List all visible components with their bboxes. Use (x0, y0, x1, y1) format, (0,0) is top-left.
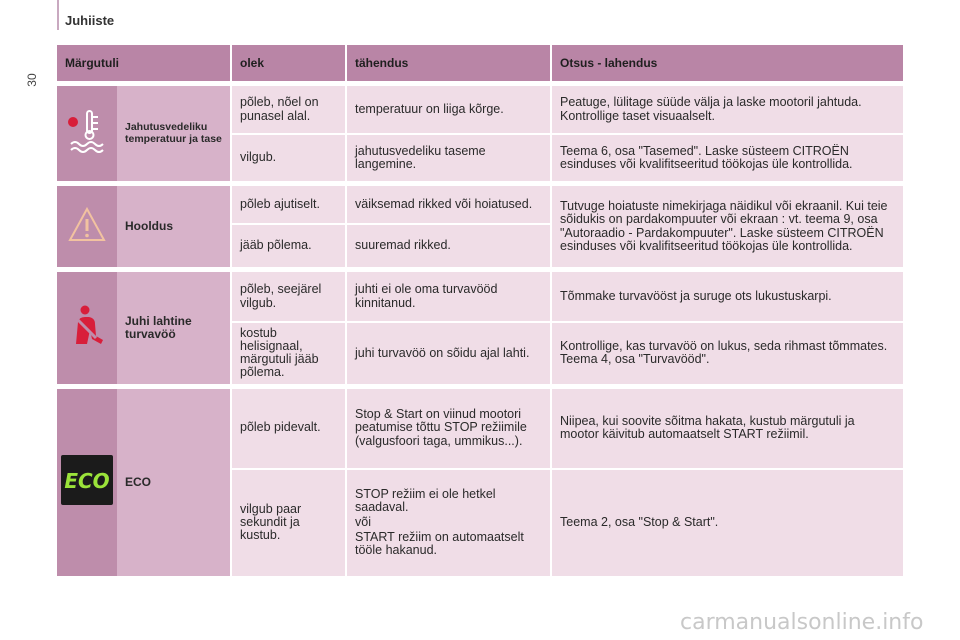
table-header-row (57, 45, 903, 81)
seatbelt-name: Juhi lahtine turvavöö (117, 267, 230, 384)
header-action: Otsus - lahendus (550, 45, 903, 81)
eco-meaning-2-line-3: START režiim on automaatselt tööle hakanud. (355, 530, 524, 558)
warning-lights-table (57, 45, 903, 576)
seatbelt-meaning-2: juhi turvavöö on sõidu ajal lahti. (345, 321, 550, 384)
eco-icon-cell (57, 384, 117, 576)
eco-name: ECO (117, 384, 230, 576)
table-row (57, 384, 903, 468)
eco-icon (61, 455, 113, 505)
warning-triangle-icon (67, 206, 107, 244)
header-marker: Märgutuli (57, 45, 230, 81)
seatbelt-icon (67, 304, 107, 348)
coolant-action-1: Peatuge, lülitage süüde välja ja laske mootoril jahtuda. Kontrollige taset visuaalselt. (550, 81, 903, 133)
header-meaning: tähendus (345, 45, 550, 81)
eco-state-1: põleb pidevalt. (230, 384, 345, 468)
coolant-state-2: vilgub. (230, 133, 345, 181)
eco-icon-graphic (61, 455, 113, 505)
service-action: Tutvuge hoiatuste nimekirjaga näidikul või ekraanil. Kui teie sõidukis on pardakompuuter või ekraan : vt. teema 9, osa "Autoraadio - Pardakompuuter". Laske süsteem CITROËN esinduses või kvalifitseeritud töökojas üle kontrollida. (550, 181, 903, 267)
service-meaning-2: suuremad rikked. (345, 223, 550, 267)
coolant-name: Jahutusvedeliku temperatuur ja tase (117, 81, 230, 181)
seatbelt-state-1: põleb, seejärel vilgub. (230, 267, 345, 321)
section-accent-bar (57, 0, 59, 30)
section-title: Juhiiste (65, 13, 115, 28)
coolant-meaning-1: temperatuur on liiga kõrge. (345, 81, 550, 133)
table-row (57, 267, 903, 321)
table-row (57, 81, 903, 133)
seatbelt-icon-cell (57, 267, 117, 384)
table-row (57, 181, 903, 223)
eco-action-1: Niipea, kui soovite sõitma hakata, kustub märgutuli ja mootor käivitub automaatselt START režiimil. (550, 384, 903, 468)
eco-icon-label: ECO (64, 469, 110, 494)
seatbelt-state-2: kostub helisignaal, märgutuli jääb põlema. (230, 321, 345, 384)
seatbelt-meaning-1: juhti ei ole oma turvavööd kinnitanud. (345, 267, 550, 321)
service-icon-cell (57, 181, 117, 267)
header-state: olek (230, 45, 345, 81)
eco-state-2: vilgub paar sekundit ja kustub. (230, 468, 345, 576)
service-meaning-1: väiksemad rikked või hoiatused. (345, 181, 550, 223)
service-name: Hooldus (117, 181, 230, 267)
coolant-action-2: Teema 6, osa "Tasemed". Laske süsteem CITROËN esinduses või kvalifitseeritud töökojas üle kontrollida. (550, 133, 903, 181)
eco-meaning-2-line-2: või (355, 514, 371, 529)
service-state-2: jääb põlema. (230, 223, 345, 267)
coolant-temperature-icon (63, 109, 111, 155)
seatbelt-action-1: Tõmmake turvavööst ja suruge ots lukustuskarpi. (550, 267, 903, 321)
eco-meaning-2-line-1: STOP režiim ei ole hetkel saadaval. (355, 486, 496, 514)
coolant-meaning-2: jahutusvedeliku taseme langemine. (345, 133, 550, 181)
eco-meaning-2 (345, 468, 550, 576)
coolant-icon-cell (57, 81, 117, 181)
watermark: carmanualsonline.info (680, 610, 924, 635)
eco-action-2: Teema 2, osa "Stop & Start". (550, 468, 903, 576)
coolant-state-1: põleb, nõel on punasel alal. (230, 81, 345, 133)
eco-meaning-1: Stop & Start on viinud mootori peatumise tõttu STOP režiimile (valgusfoori taga, ummikus...). (345, 384, 550, 468)
service-state-1: põleb ajutiselt. (230, 181, 345, 223)
page-number: 30 (25, 73, 39, 87)
seatbelt-action-2: Kontrollige, kas turvavöö on lukus, seda rihmast tõmmates. Teema 4, osa "Turvavööd". (550, 321, 903, 384)
